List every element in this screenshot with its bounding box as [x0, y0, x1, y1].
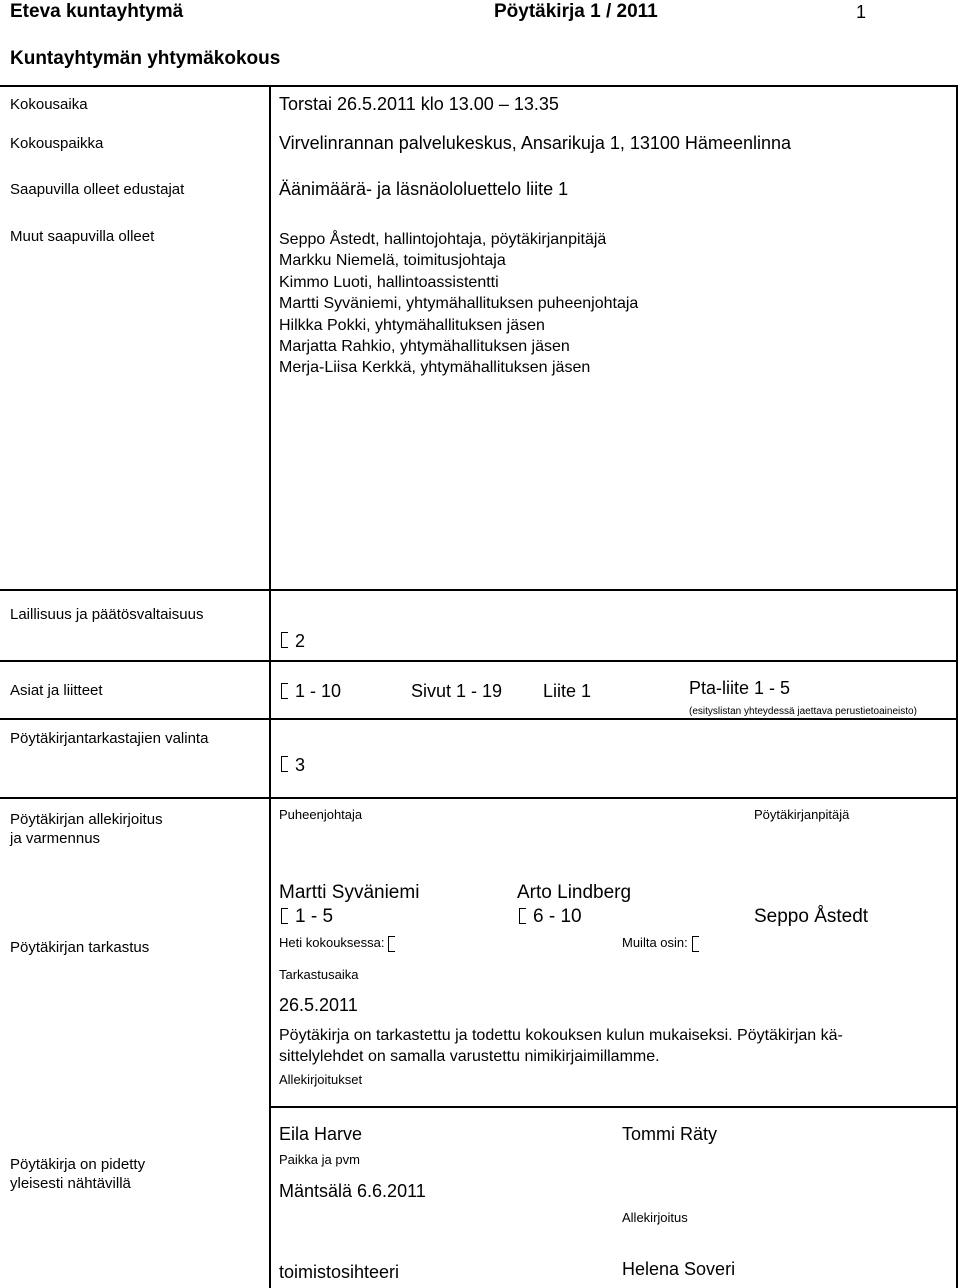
legality-label: Laillisuus ja päätösvaltaisuus [10, 606, 204, 623]
legality-section: 2 [295, 631, 306, 651]
signature-label: Allekirjoitus [622, 1210, 688, 1225]
items-range: 1 - 10 [295, 681, 342, 701]
right-border [956, 85, 958, 1288]
meeting-place-value: Virvelinrannan palvelukeskus, Ansarikuja 1, 13100 Hämeenlinna [279, 133, 791, 153]
page-number: 1 [856, 2, 867, 22]
representatives-label: Saapuvilla olleet edustajat [10, 181, 185, 198]
chair1-range: 1 - 5 [295, 906, 334, 927]
secretary-name: Seppo Åstedt [754, 906, 869, 927]
meeting-time-value: Torstai 26.5.2011 klo 13.00 – 13.35 [279, 94, 559, 114]
field-bracket-icon [281, 756, 288, 772]
representatives-value: Äänimäärä- ja läsnäololuettelo liite 1 [279, 179, 569, 199]
review-label: Pöytäkirjan tarkastus [10, 939, 150, 956]
field-bracket-icon [388, 936, 395, 952]
pta-attachment: Pta-liite 1 - 5 [689, 678, 791, 698]
review-statement: sittelylehdet on samalla varustettu nimikirjaimillamme. [279, 1048, 660, 1065]
section-divider [0, 589, 958, 591]
reviewer2-name: Tommi Räty [622, 1124, 718, 1144]
field-bracket-icon [281, 683, 288, 699]
clerk-title: toimistosihteeri [279, 1262, 400, 1282]
clerk-name: Helena Soveri [622, 1259, 736, 1279]
field-bracket-icon [692, 936, 699, 952]
list-item: Merja-Liisa Kerkkä, yhtymähallituksen jäsen [279, 359, 591, 377]
place-date-value: Mäntsälä 6.6.2011 [279, 1181, 426, 1201]
column-divider [269, 85, 271, 1288]
section-divider [270, 1106, 958, 1108]
items-pages: Sivut 1 - 19 [411, 681, 503, 701]
meeting-place-label: Kokouspaikka [10, 135, 104, 152]
review-statement: Pöytäkirja on tarkastettu ja todettu kokouksen kulun mukaiseksi. Pöytäkirjan kä- [279, 1027, 843, 1044]
field-bracket-icon [519, 908, 526, 924]
public-label: Pöytäkirja on pidetty [10, 1156, 146, 1173]
review-time-label: Tarkastusaika [279, 967, 359, 982]
chair-label: Puheenjohtaja [279, 807, 363, 822]
list-item: Martti Syväniemi, yhtymähallituksen puheenjohtaja [279, 295, 639, 313]
list-item: Seppo Åstedt, hallintojohtaja, pöytäkirjanpitäjä [279, 231, 607, 248]
field-bracket-icon [281, 632, 288, 648]
signatures-label: Allekirjoitukset [279, 1072, 363, 1087]
items-label: Asiat ja liitteet [10, 682, 103, 699]
header-divider [0, 85, 958, 87]
secretary-label: Pöytäkirjanpitäjä [754, 807, 850, 822]
review-date: 26.5.2011 [279, 995, 358, 1015]
organization-name: Eteva kuntayhtymä [10, 1, 184, 22]
section-divider [0, 660, 958, 662]
meeting-time-label: Kokousaika [10, 96, 88, 113]
public-label: yleisesti nähtävillä [10, 1175, 131, 1192]
list-item: Markku Niemelä, toimitusjohtaja [279, 252, 506, 270]
signing-label: ja varmennus [10, 830, 101, 847]
field-bracket-icon [281, 908, 288, 924]
place-date-label: Paikka ja pvm [279, 1152, 360, 1167]
review-at-meeting: Heti kokouksessa: [279, 935, 385, 950]
list-item: Marjatta Rahkio, yhtymähallituksen jäsen [279, 338, 570, 356]
chair1-name: Martti Syväniemi [279, 882, 420, 903]
section-divider [0, 797, 958, 799]
signing-label: Pöytäkirjan allekirjoitus [10, 811, 163, 828]
document-title: Pöytäkirja 1 / 2011 [494, 1, 658, 22]
items-attachment: Liite 1 [543, 681, 592, 701]
others-present-list [279, 229, 638, 379]
review-other-parts: Muilta osin: [622, 935, 688, 950]
chair2-range: 6 - 10 [533, 906, 582, 927]
others-present-label: Muut saapuvilla olleet [10, 228, 155, 245]
section-divider [0, 718, 958, 720]
pta-note: (esityslistan yhteydessä jaettava perustietoaineisto) [689, 706, 917, 717]
list-item: Kimmo Luoti, hallintoassistentti [279, 273, 499, 291]
list-item: Hilkka Pokki, yhtymähallituksen jäsen [279, 316, 545, 334]
reviewer1-name: Eila Harve [279, 1124, 363, 1144]
meeting-name: Kuntayhtymän yhtymäkokous [10, 48, 281, 69]
inspectors-section: 3 [295, 755, 306, 775]
inspectors-label: Pöytäkirjantarkastajien valinta [10, 730, 209, 747]
chair2-name: Arto Lindberg [517, 882, 632, 903]
